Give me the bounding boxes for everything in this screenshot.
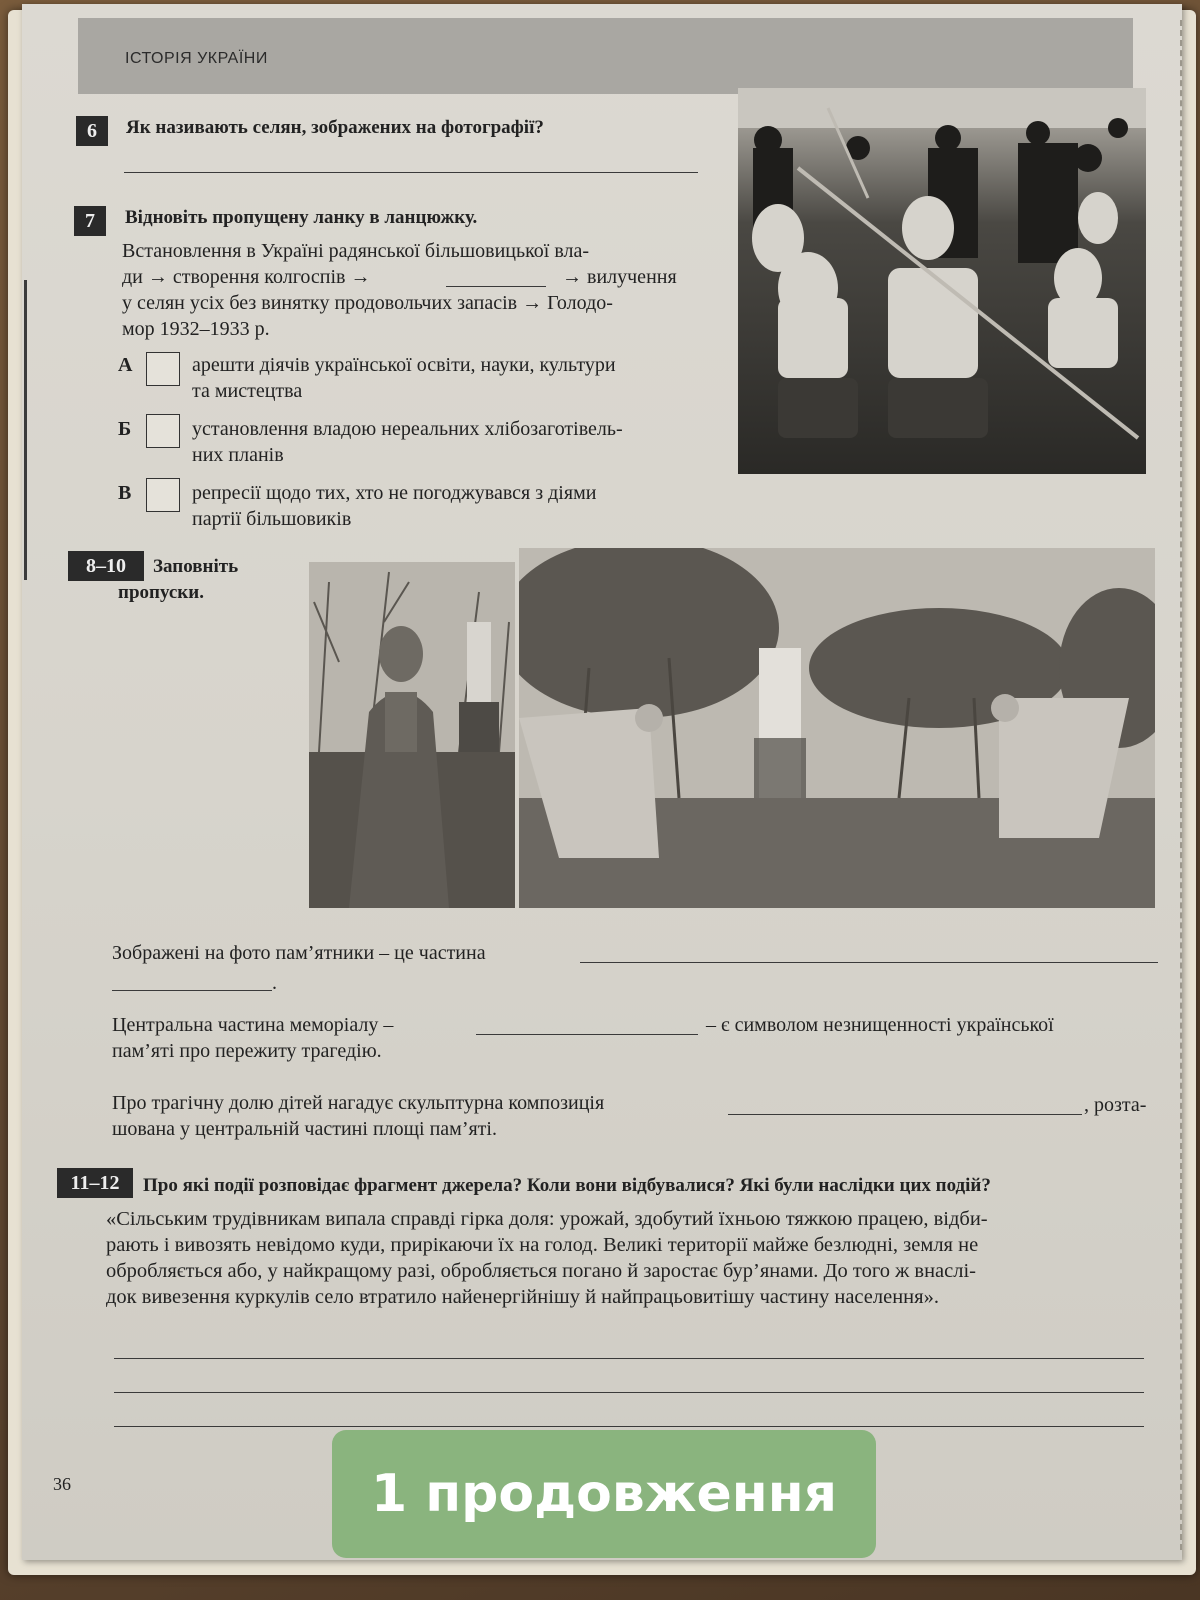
q6-title: Як називають селян, зображених на фотографії? [126, 117, 544, 138]
q8-sentence1-end: . [272, 972, 277, 994]
q11-quote-line3: обробляється або, у найкращому разі, обробляється погано й заростає бур’янами. До того ж внаслі- [106, 1260, 977, 1282]
q8-answer1-line[interactable] [580, 962, 1158, 963]
q6-answer-line[interactable] [124, 172, 698, 173]
cut-line [1180, 20, 1182, 1550]
q7-option-b-letter: Б [118, 418, 132, 440]
q7-option-a-line2: та мистецтва [192, 380, 303, 402]
q7-option-c-line1: репресії щодо тих, хто не погоджувався з діями [192, 482, 597, 504]
peasants-photo-art [738, 88, 1146, 474]
q7-option-a-letter: А [118, 354, 133, 376]
q7-option-a-text [192, 352, 712, 404]
q7-missing-link-line[interactable] [446, 286, 546, 287]
q7-number: 7 [74, 206, 106, 236]
q7-option-c-letter: В [118, 482, 132, 504]
continuation-badge-text: 1 продовження [370, 1464, 838, 1524]
q9-sentence-mid: – є символом незнищенності української [706, 1014, 1054, 1036]
q11-title: Про які події розповідає фрагмент джерела? Коли вони відбувалися? Які були наслідки цих подій? [143, 1175, 991, 1196]
q11-answer-line-2[interactable] [114, 1392, 1144, 1393]
q11-quote-line4: док вивезення куркулів село втратило найенергійнішу й найпрацьовитішу частину населення». [106, 1286, 939, 1308]
q11-answer-line-1[interactable] [114, 1358, 1144, 1359]
q8-title-line2: пропуски. [118, 582, 204, 603]
q10-sentence-start: Про трагічну долю дітей нагадує скульптурна композиція [112, 1092, 605, 1114]
q7-option-b-line2: них планів [192, 444, 284, 466]
q7-option-b-checkbox[interactable] [146, 414, 180, 448]
q11-number: 11–12 [57, 1168, 133, 1198]
q7-title: Відновіть пропущену ланку в ланцюжку. [125, 207, 478, 228]
q7-text-line1: Встановлення в Україні радянської більшовицької вла- [122, 240, 590, 262]
q7-option-b-line1: установлення владою нереальних хлібозаготівель- [192, 418, 623, 440]
memorial-complex-photo [519, 548, 1155, 908]
peasants-photo [738, 88, 1146, 474]
memorial-complex-art [519, 548, 1155, 908]
q7-option-b-text [192, 416, 712, 468]
q9-answer-line[interactable] [476, 1034, 698, 1035]
q9-sentence-start: Центральна частина меморіалу – [112, 1014, 394, 1036]
q7-text-line2a: ди → створення колгоспів → [122, 266, 371, 288]
q11-quote [106, 1206, 1166, 1310]
q8-answer1-cont-line[interactable] [112, 990, 272, 991]
q7-text-line4: мор 1932–1933 р. [122, 318, 270, 340]
q7-option-a-checkbox[interactable] [146, 352, 180, 386]
binding-rule [24, 280, 27, 580]
girl-statue-art [309, 562, 515, 908]
q8-number: 8–10 [68, 551, 144, 581]
q10-sentence-mid: , розта- [1084, 1094, 1147, 1116]
q7-text-line3: у селян усіх без винятку продовольчих запасів → Голодо- [122, 292, 613, 314]
q9-sentence-end: пам’яті про пережиту трагедію. [112, 1040, 382, 1062]
q7-text-line2b: → вилучення [562, 266, 677, 288]
q11-answer-line-3[interactable] [114, 1426, 1144, 1427]
q11-quote-line1: «Сільським трудівникам випала справді гірка доля: урожай, здобутий їхньою тяжкою працею, відби- [106, 1208, 988, 1230]
q11-quote-line2: рають і вивозять невідомо куди, прирікаючи їх на голод. Великі території майже безлюдні, земля не [106, 1234, 979, 1256]
q6-number: 6 [76, 116, 108, 146]
header-title: ІСТОРІЯ УКРАЇНИ [125, 50, 268, 67]
q8-sentence1: Зображені на фото пам’ятники – це частина [112, 942, 486, 964]
q8-title-line1: Заповніть [153, 556, 239, 577]
q10-answer-line[interactable] [728, 1114, 1082, 1115]
q7-option-c-line2: партії більшовиків [192, 508, 352, 530]
q10-sentence-end: шована у центральній частині площі пам’яті. [112, 1118, 497, 1140]
girl-statue-photo [309, 562, 515, 908]
page-number: 36 [53, 1474, 71, 1494]
q7-option-a-line1: арешти діячів української освіти, науки, культури [192, 354, 616, 376]
q7-option-c-checkbox[interactable] [146, 478, 180, 512]
q7-option-c-text [192, 480, 712, 532]
